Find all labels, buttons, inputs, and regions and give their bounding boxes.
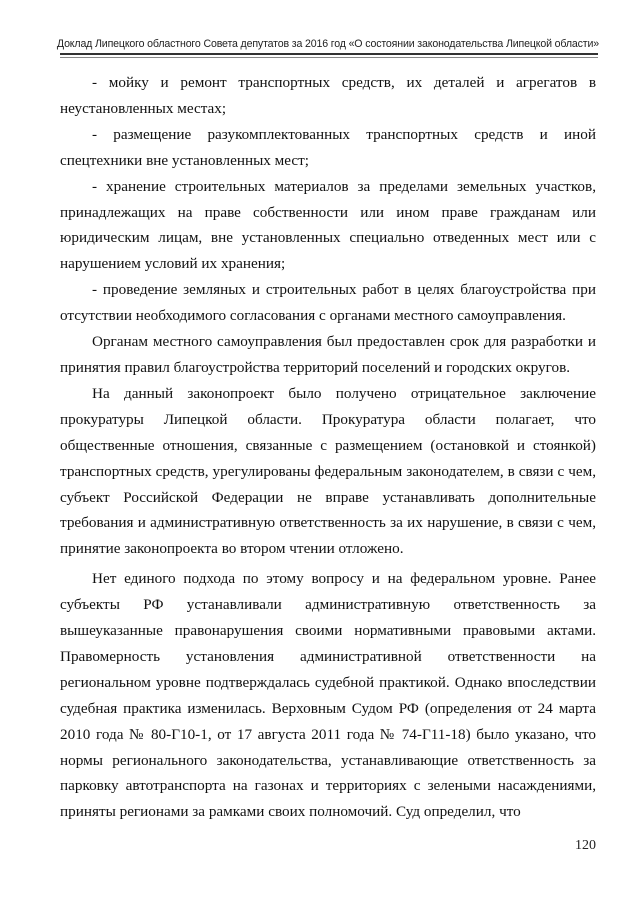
header-rule-thin — [60, 57, 598, 58]
running-header: Доклад Липецкого областного Совета депутатов за 2016 год «О состоянии законодательства Липецкой области» — [56, 38, 599, 50]
body-text — [60, 70, 596, 825]
header-rule — [60, 53, 598, 55]
paragraph-list-item-1: - мойку и ремонт транспортных средств, их деталей и агрегатов в неустановленных местах; — [60, 74, 596, 117]
paragraph-list-item-3: - хранение строительных материалов за пределами земельных участков, принадлежащих на праве собственности или ином праве гражданам или юридическим лицам, вне установленных специально отведенных мест или с нарушением условий их хранения; — [60, 177, 596, 273]
paragraph-list-item-2: - размещение разукомплектованных транспортных средств и иной спецтехники вне установленных мест; — [60, 125, 596, 169]
paragraph-list-item-4: - проведение земляных и строительных работ в целях благоустройства при отсутствии необходимого согласования с органами местного самоуправления. — [60, 281, 596, 325]
paragraph-body: Нет единого подхода по этому вопросу и на федеральном уровне. Ранее субъекты РФ устанавливали административную ответственность за вышеуказанные правонарушения своими нормативными правовыми актами. Правомерность установления административной ответственности на региональном уровне подтверждалась судебной практикой. Однако впоследствии судебная практика изменилась. Верховным Судом РФ (определения от 24 марта 2010 года № 80-Г10-1, от 17 августа 2011 года № 74-Г11-18) было указано, что нормы регионального законодательства, устанавливающие ответственность за парковку автотранспорта на газонах и территориях с зелеными насаждениями, приняты регионами за рамками своих полномочий. Суд определил, что — [60, 570, 596, 821]
paragraph-body: Органам местного самоуправления был предоставлен срок для разработки и принятия правил благоустройства территорий поселений и городских округов. — [60, 333, 596, 376]
page-number: 120 — [575, 838, 596, 853]
paragraph-body: На данный законопроект было получено отрицательное заключение прокуратуры Липецкой области. Прокуратура области полагает, что общественные отношения, связанные с размещением (остановкой и стоянкой) транспортных средств, урегулированы федеральным законодателем, в связи с чем, субъект Российской Федерации не вправе устанавливать дополнительные требования и административную ответственность за их нарушение, в связи с чем, принятие законопроекта во втором чтении отложено. — [60, 384, 596, 558]
